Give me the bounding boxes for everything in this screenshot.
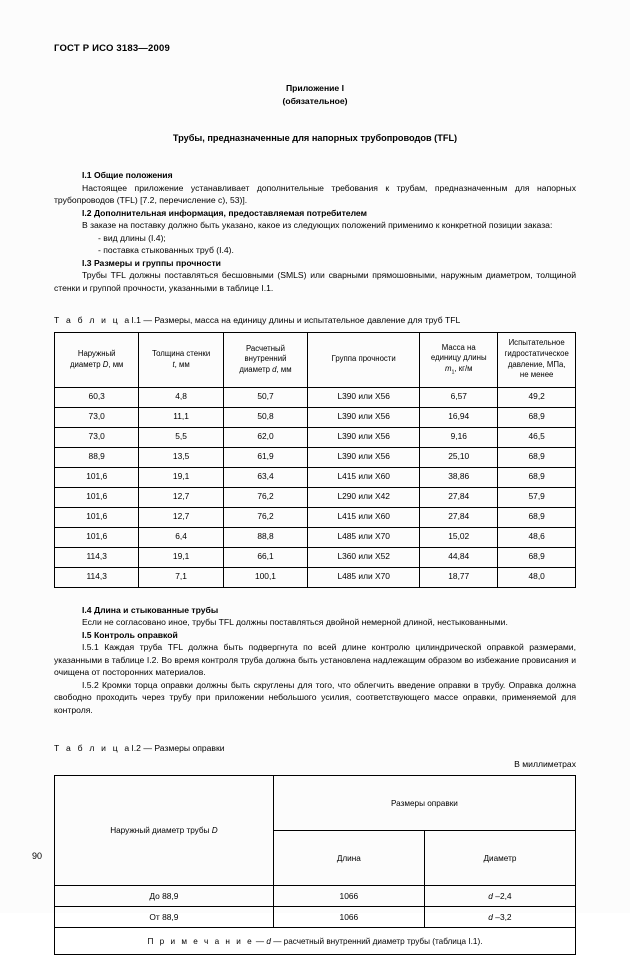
table1-cell-c6: 46,5 <box>498 427 576 447</box>
table1-cell-c3: 62,0 <box>223 427 307 447</box>
section-heading-i3: I.3 Размеры и группы прочности <box>82 257 221 268</box>
table1-cell-c5: 27,84 <box>420 487 498 507</box>
table-row <box>55 487 576 507</box>
table1-cell-c2: 6,4 <box>139 527 223 547</box>
table1-cell-c4: L415 или X60 <box>308 507 420 527</box>
table2-caption-number: I.2 <box>131 743 141 754</box>
table1-cell-c6: 68,9 <box>498 467 576 487</box>
table2-foot <box>55 928 576 955</box>
table1-cell-c5: 38,86 <box>420 467 498 487</box>
table2-col-pipe-outer-diameter: Наружный диаметр трубы D <box>55 776 274 886</box>
table-row <box>55 407 576 427</box>
table1-cell-c1: 101,6 <box>55 527 139 547</box>
section-heading-i1: I.1 Общие положения <box>82 170 173 181</box>
table2-cell-c3: d –2,4 <box>424 886 575 907</box>
table1-cell-c3: 50,8 <box>223 407 307 427</box>
table1-cell-c6: 57,9 <box>498 487 576 507</box>
table2-body <box>55 886 576 928</box>
table1-cell-c4: L390 или X56 <box>308 407 420 427</box>
table1-col-outer-diameter: Наружный диаметр D, мм <box>55 332 139 387</box>
table1-cell-c4: L415 или X60 <box>308 467 420 487</box>
table1-cell-c1: 73,0 <box>55 427 139 447</box>
table1-cell-c1: 114,3 <box>55 567 139 587</box>
table1-col-strength-grade: Группа прочности <box>308 332 420 387</box>
table1-cell-c2: 19,1 <box>139 467 223 487</box>
section-i2-item-2: - поставка стыкованных труб (I.4). <box>98 245 234 256</box>
table1-cell-c6: 68,9 <box>498 507 576 527</box>
table-row <box>55 467 576 487</box>
table1-cell-c5: 44,84 <box>420 547 498 567</box>
table2-col-diameter: Диаметр <box>424 831 575 886</box>
table1-cell-c3: 66,1 <box>223 547 307 567</box>
table2-header-row-1 <box>55 776 576 831</box>
table2-cell-c3: d –3,2 <box>424 907 575 928</box>
annex-label: Приложение I <box>286 83 344 94</box>
table-row <box>55 886 576 907</box>
table1-cell-c2: 12,7 <box>139 487 223 507</box>
table1-cell-c6: 49,2 <box>498 387 576 407</box>
table1-cell-c2: 4,8 <box>139 387 223 407</box>
table1-col-mass-per-length: Масса на единицу длины $m_1$, кг/м <box>420 332 498 387</box>
table2-caption-text: — Размеры оправки <box>143 743 225 754</box>
table1-caption <box>54 314 576 326</box>
table1-cell-c1: 73,0 <box>55 407 139 427</box>
table2-units-note: В миллиметрах <box>514 759 576 770</box>
table1-caption-text: — Размеры, масса на единицу длины и испытательное давление для труб TFL <box>143 315 461 326</box>
section-i2-paragraph: В заказе на поставку должно быть указано, какое из следующих положений применимо к конкретной позиции заказа: <box>82 220 553 231</box>
table1-cell-c3: 61,9 <box>223 447 307 467</box>
table2-note-text: — d — расчетный внутренний диаметр трубы (таблица I.1). <box>255 936 483 946</box>
table1-cell-c4: L485 или X70 <box>308 527 420 547</box>
table2-col-mandrel-group: Размеры оправки <box>273 776 575 831</box>
table-row <box>55 567 576 587</box>
table1-cell-c6: 68,9 <box>498 547 576 567</box>
annex-title: Трубы, предназначенные для напорных трубопроводов (TFL) <box>172 133 458 144</box>
table-row <box>55 387 576 407</box>
table2-cell-c1: От 88,9 <box>55 907 274 928</box>
section-i3-paragraph: Трубы TFL должны поставляться бесшовными (SMLS) или сварными прямошовными, наружным диаметром, толщиной стенки и группой прочности, указанными в таблице I.1. <box>54 270 576 293</box>
table1-cell-c5: 16,94 <box>420 407 498 427</box>
section-i4-paragraph: Если не согласовано иное, трубы TFL должны поставляться двойной немерной длиной, нестыкованными. <box>82 616 508 627</box>
section-i2-item-1: - вид длины (I.4); <box>98 232 166 243</box>
table2-col-length: Длина <box>273 831 424 886</box>
table2-note <box>55 928 576 955</box>
section-i5-paragraph-1: I.5.1 Каждая труба TFL должна быть подвергнута по всей длине контролю цилиндрической оправкой размерами, указанными в таблице I.2. Во время контроля труба должна быть установлена надлежащим образом во избежание провисания и очищена от посторонних материалов. <box>54 641 576 678</box>
table-row <box>55 447 576 467</box>
table1-cell-c3: 50,7 <box>223 387 307 407</box>
table1-cell-c6: 68,9 <box>498 407 576 427</box>
section-heading-i4: I.4 Длина и стыкованные трубы <box>82 604 219 615</box>
standard-number-header: ГОСТ Р ИСО 3183—2009 <box>54 43 170 54</box>
table1-cell-c4: L360 или X52 <box>308 547 420 567</box>
table1-cell-c2: 19,1 <box>139 547 223 567</box>
table1-cell-c3: 100,1 <box>223 567 307 587</box>
table1-cell-c1: 114,3 <box>55 547 139 567</box>
table1-cell-c1: 88,9 <box>55 447 139 467</box>
annex-status: (обязательное) <box>282 95 348 106</box>
table-mandrel-dimensions <box>54 775 576 955</box>
table1-caption-number: I.1 <box>131 315 141 326</box>
table1-cell-c5: 15,02 <box>420 527 498 547</box>
table-dimensions-mass-pressure <box>54 332 576 588</box>
table1-cell-c3: 76,2 <box>223 487 307 507</box>
table1-cell-c3: 76,2 <box>223 507 307 527</box>
table1-cell-c4: L390 или X56 <box>308 427 420 447</box>
table-row <box>55 527 576 547</box>
table1-cell-c2: 5,5 <box>139 427 223 447</box>
table1-cell-c1: 101,6 <box>55 487 139 507</box>
table1-cell-c4: L390 или X56 <box>308 447 420 467</box>
table1-cell-c3: 63,4 <box>223 467 307 487</box>
table1-caption-label: Т а б л и ц а <box>54 315 132 326</box>
table1-cell-c3: 88,8 <box>223 527 307 547</box>
table1-cell-c2: 11,1 <box>139 407 223 427</box>
table1-cell-c6: 68,9 <box>498 447 576 467</box>
table1-cell-c1: 101,6 <box>55 507 139 527</box>
table1-cell-c5: 18,77 <box>420 567 498 587</box>
table2-caption <box>54 742 576 754</box>
table1-cell-c2: 12,7 <box>139 507 223 527</box>
page-number: 90 <box>32 851 43 861</box>
table-row <box>55 547 576 567</box>
table1-cell-c5: 6,57 <box>420 387 498 407</box>
table1-cell-c6: 48,6 <box>498 527 576 547</box>
table1-col-wall-thickness: Толщина стенки t, мм <box>139 332 223 387</box>
table1-cell-c1: 60,3 <box>55 387 139 407</box>
table1-col-test-pressure: Испытательное гидростатическое давление, МПа, не менее <box>498 332 576 387</box>
annex-heading-block <box>54 82 576 107</box>
table1-cell-c2: 13,5 <box>139 447 223 467</box>
table1-cell-c5: 27,84 <box>420 507 498 527</box>
table1-header-row <box>55 332 576 387</box>
table2-caption-label: Т а б л и ц а <box>54 743 132 754</box>
section-heading-i5: I.5 Контроль оправкой <box>82 629 178 640</box>
table2-cell-c1: До 88,9 <box>55 886 274 907</box>
section-heading-i2: I.2 Дополнительная информация, предоставляемая потребителем <box>82 207 367 218</box>
section-i1-paragraph: Настоящее приложение устанавливает дополнительные требования к трубам, предназначенным для напорных трубопроводов (TFL) [7.2, перечисление c), 53)]. <box>54 182 576 206</box>
table-row <box>55 427 576 447</box>
table1-cell-c5: 9,16 <box>420 427 498 447</box>
table1-cell-c4: L290 или X42 <box>308 487 420 507</box>
table1-cell-c4: L390 или X56 <box>308 387 420 407</box>
section-i5-paragraph-2: I.5.2 Кромки торца оправки должны быть скруглены для того, что облегчить введение оправки в трубу. Оправка должна свободно проходить через трубу при приложении небольшого усилия, соответствующего массе оправки, применяемой для контроля. <box>54 679 576 715</box>
table-row <box>55 907 576 928</box>
table1-cell-c5: 25,10 <box>420 447 498 467</box>
table2-cell-c2: 1066 <box>273 907 424 928</box>
table1-col-inner-diameter: Расчетный внутренний диаметр d, мм <box>223 332 307 387</box>
table-row <box>55 507 576 527</box>
table1-cell-c2: 7,1 <box>139 567 223 587</box>
table1-cell-c6: 48,0 <box>498 567 576 587</box>
table1-body <box>55 387 576 587</box>
table2-cell-c2: 1066 <box>273 886 424 907</box>
table1-cell-c4: L485 или X70 <box>308 567 420 587</box>
table2-note-row <box>55 928 576 955</box>
table1-cell-c1: 101,6 <box>55 467 139 487</box>
table2-note-label: П р и м е ч а н и е <box>147 936 254 946</box>
